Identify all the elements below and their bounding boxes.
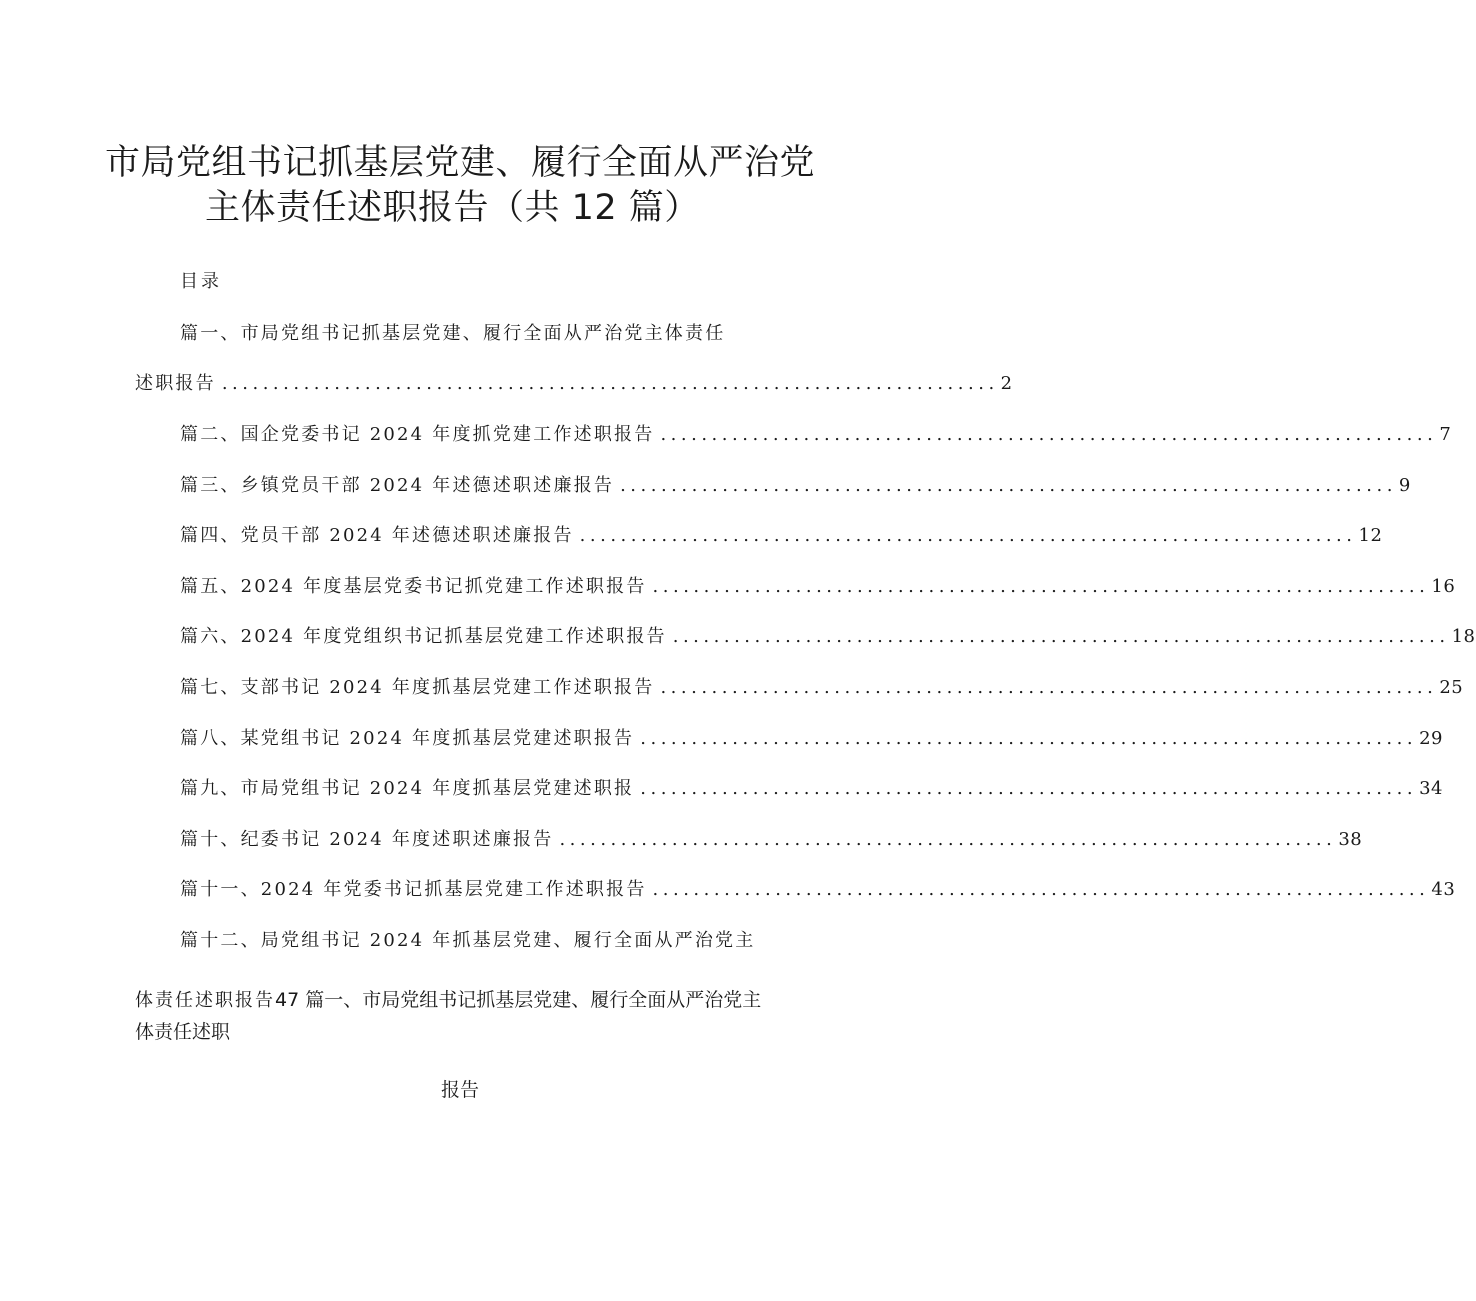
toc-leader-dots: ............................................................................	[652, 576, 1430, 597]
toc-page-number: 34	[1419, 778, 1444, 799]
section-heading: 篇一、市局党组书记抓基层党建、履行全面从严治党主	[305, 989, 762, 1011]
toc-entry-label: 篇三、乡镇党员干部 2024 年述德述职述廉报告	[180, 475, 615, 496]
document-title-line-2: 主体责任述职报告（共 12 篇）	[205, 188, 700, 228]
toc-page-number: 18	[1451, 626, 1476, 647]
toc-leader-dots: ............................................................................	[559, 829, 1337, 850]
toc-entry-10[interactable]	[180, 826, 1363, 854]
toc-leader-dots: ............................................................................	[652, 879, 1430, 900]
toc-entry-label: 篇十、纪委书记 2024 年度述职述廉报告	[180, 829, 554, 850]
toc-leader-dots: ............................................................................	[640, 778, 1418, 799]
toc-entry-label: 篇九、市局党组书记 2024 年度抓基层党建述职报	[180, 778, 635, 799]
toc-entry-11[interactable]	[180, 876, 1456, 904]
toc-entry-9[interactable]	[180, 775, 1444, 803]
toc-page-number: 43	[1431, 879, 1456, 900]
toc-entry-1[interactable]	[135, 370, 1013, 398]
document-title-line-1: 市局党组书记抓基层党建、履行全面从严治党	[104, 143, 815, 183]
toc-entry-8[interactable]	[180, 725, 1444, 753]
toc-leader-dots: ............................................................................	[620, 475, 1397, 496]
toc-leader-dots: ............................................................................	[579, 525, 1357, 546]
toc-page-number: 12	[1358, 525, 1383, 546]
toc-leader-dots: ............................................................................	[660, 424, 1438, 445]
toc-page-number: 47	[275, 989, 300, 1011]
toc-entry-12-line-2	[135, 985, 761, 1016]
toc-page-number: 2	[1000, 373, 1013, 394]
toc-leader-dots: ............................................................................	[640, 728, 1418, 749]
toc-entry-2[interactable]	[180, 421, 1452, 449]
toc-entry-1-line-1: 篇一、市局党组书记抓基层党建、履行全面从严治党主体责任	[180, 323, 726, 344]
toc-entry-label: 篇六、2024 年度党组织书记抓基层党建工作述职报告	[180, 626, 667, 647]
toc-leader-dots: ............................................................................	[660, 677, 1438, 698]
toc-entry-6[interactable]	[180, 623, 1476, 651]
toc-entry-label: 篇五、2024 年度基层党委书记抓党建工作述职报告	[180, 576, 647, 597]
toc-entry-3[interactable]	[180, 472, 1411, 500]
toc-page-number: 7	[1439, 424, 1452, 445]
toc-entry-label: 体责任述职报告	[135, 990, 275, 1011]
toc-page-number: 38	[1338, 829, 1363, 850]
toc-leader-dots: ............................................................................	[672, 626, 1450, 647]
toc-entry-label: 篇四、党员干部 2024 年述德述职述廉报告	[180, 525, 574, 546]
toc-heading: 目录	[180, 271, 222, 292]
toc-entry-4[interactable]	[180, 522, 1383, 550]
toc-entry-label: 篇七、支部书记 2024 年度抓基层党建工作述职报告	[180, 677, 655, 698]
section-heading-continuation: 体责任述职	[135, 1021, 231, 1043]
toc-entry-label: 述职报告	[135, 373, 216, 394]
toc-entry-label: 篇八、某党组书记 2024 年度抓基层党建述职报告	[180, 728, 635, 749]
toc-page-number: 29	[1419, 728, 1444, 749]
toc-page-number: 9	[1398, 475, 1411, 496]
toc-entry-5[interactable]	[180, 573, 1456, 601]
toc-entry-12-line-1: 篇十二、局党组书记 2024 年抓基层党建、履行全面从严治党主	[180, 930, 756, 951]
toc-entry-label: 篇二、国企党委书记 2024 年度抓党建工作述职报告	[180, 424, 655, 445]
toc-entry-7[interactable]	[180, 674, 1464, 702]
toc-entry-label: 篇十一、2024 年党委书记抓基层党建工作述职报告	[180, 879, 647, 900]
toc-leader-dots: ............................................................................	[221, 373, 999, 394]
toc-page-number: 25	[1439, 677, 1464, 698]
toc-page-number: 16	[1431, 576, 1456, 597]
section-heading-end: 报告	[440, 1079, 479, 1101]
